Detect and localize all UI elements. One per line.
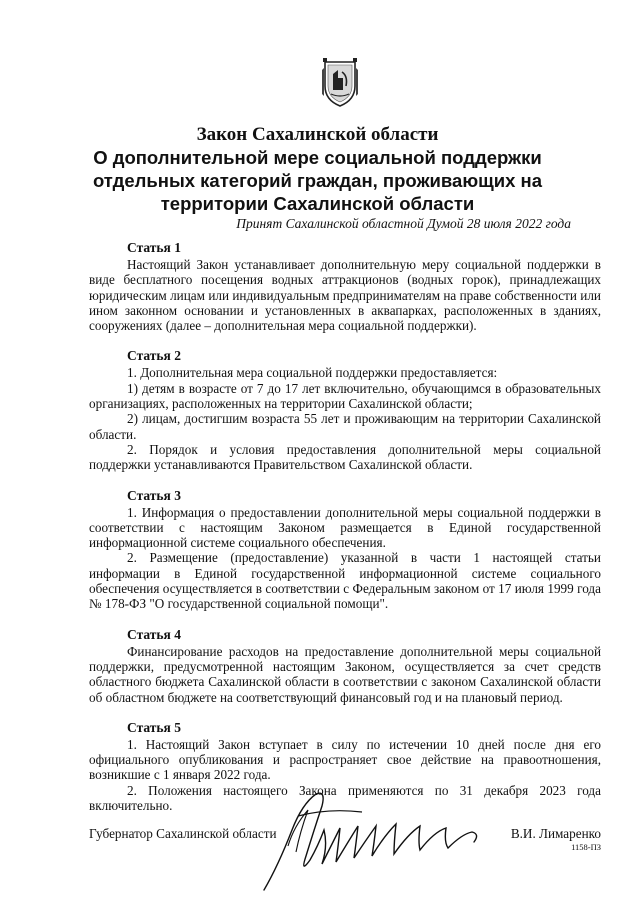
handwritten-signature [258,786,503,896]
article-paragraph: Настоящий Закон устанавливает дополнительную меру социальной поддержки в виде бесплатного посещения водных аттракционов (водных горок), принадлежащих юридическим лицам или индивидуальным предпринимателям на праве собственности или ином законном основании и установленных в аквапарках, расположенных в зданиях, сооружениях (далее – дополнительная мера социальной поддержки). [89,257,601,334]
law-subject-line-3: территории Сахалинской области [160,193,475,214]
article-heading: Статья 5 [127,719,181,735]
article-heading: Статья 2 [127,348,181,364]
article-paragraph: 2) лицам, достигшим возраста 55 лет и проживающим на территории Сахалинской области. [89,411,601,442]
article-paragraph: 1. Дополнительная мера социальной поддержки предоставляется: [127,365,498,381]
article-paragraph: 1) детям в возрасте от 7 до 17 лет включительно, обучающимся в образовательных организациях, расположенных на территории Сахалинской области; [89,380,601,412]
signer-title: Губернатор Сахалинской области [89,826,277,841]
article-paragraph: 2. Порядок и условия предоставления дополнительной меры социальной поддержки устанавливаются Правительством Сахалинской области. [89,441,601,473]
law-subject-line-2: отдельных категорий граждан, проживающих на [92,170,543,191]
article-paragraph: Финансирование расходов на предоставление дополнительной меры социальной поддержки, предусмотренной настоящим Законом, осуществляется за счет средств областного бюджета Сахалинской области в соответствии с законом Сахалинской области об областном бюджете на соответствующий финансовый год и на плановый период. [89,643,601,705]
article-2 [89,348,601,472]
law-body [89,240,601,813]
signer-name: В.И. Лимаренко [510,826,601,841]
sakhalin-coat-of-arms-icon [321,56,359,108]
article-3 [89,488,601,612]
article-paragraph: 2. Размещение (предоставление) указанной в части 1 настоящей статьи информации в Единой государственной информационной системе социального обеспечения осуществляется в соответствии с Федеральным законом от 17 июля 1999 года № 178-ФЗ "О государственной социальной помощи". [89,550,601,612]
article-heading: Статья 4 [127,626,181,642]
article-paragraph: 2. Положения настоящего Закона применяются по 31 декабря 2023 года включительно. [89,782,601,814]
article-paragraph: 1. Настоящий Закон вступает в силу по истечении 10 дней после дня его официального опубликования и распространяет свое действие на правоотношения, возникшие с 1 января 2022 года. [89,736,601,783]
article-heading: Статья 3 [127,487,181,503]
adoption-note: Принят Сахалинской областной Думой 28 июля 2022 года [236,216,571,231]
law-title: Закон Сахалинской области [196,124,439,145]
article-heading: Статья 1 [127,240,181,255]
law-subject-line-1: О дополнительной мере социальной поддержки [93,147,542,168]
article-1 [89,240,601,333]
article-paragraph: 1. Информация о предоставлении дополнительной меры социальной поддержки в соответствии с настоящим Законом размещается в Единой государственной информационной системе социального обеспечения. [89,504,601,551]
article-4 [89,627,601,705]
registration-number: 1158-ПЗ [571,842,601,852]
